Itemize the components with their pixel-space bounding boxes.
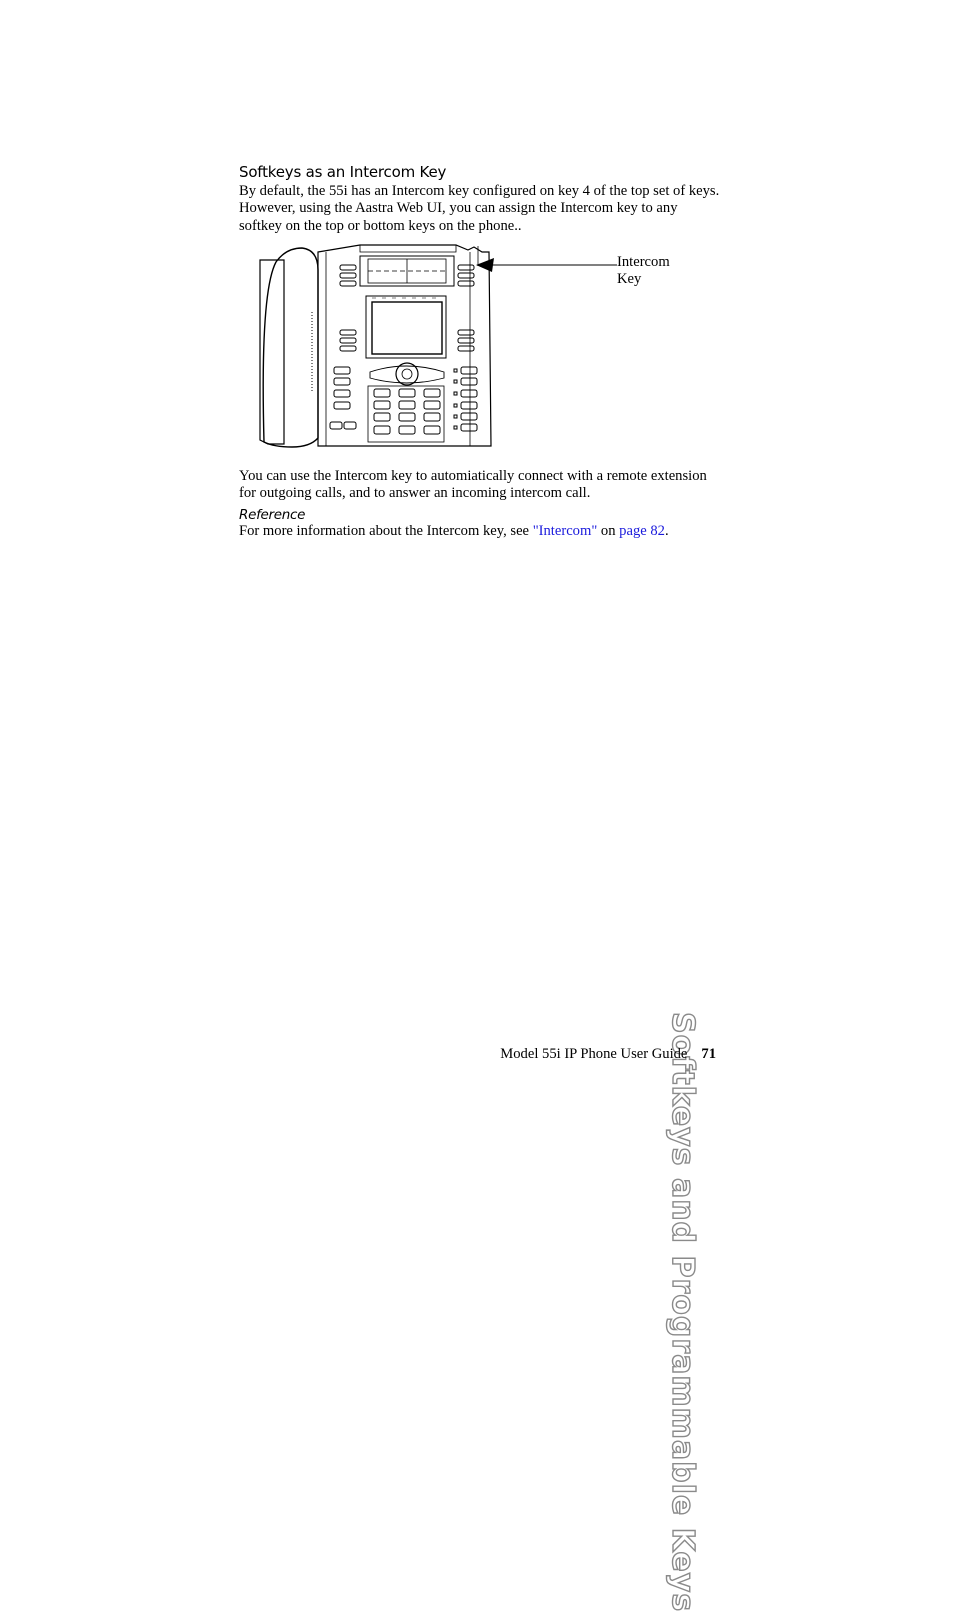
intercom-key-callout (617, 254, 670, 288)
intro-paragraph: By default, the 55i has an Intercom key configured on key 4 of the top set of keys. However, using the Aastra Web UI, you can assign the Intercom key to any softkey on the top or bottom keys on the phone.. (239, 183, 720, 234)
callout-leader-line (500, 258, 620, 272)
usage-paragraph: You can use the Intercom key to automiatically connect with a remote extension for outgoing calls, and to answer an incoming intercom call. (239, 468, 707, 502)
reference-text-before: For more information about the Intercom key, see (239, 523, 533, 539)
callout-line-2: Key (617, 271, 642, 287)
section-heading: Softkeys as an Intercom Key (239, 163, 447, 181)
page-82-link[interactable]: page 82 (619, 523, 665, 539)
page-number: 71 (701, 1046, 716, 1062)
chapter-side-tab: Softkeys and Programmable Keys (665, 1012, 700, 1612)
callout-line-1: Intercom (617, 254, 670, 270)
page-footer (500, 1046, 716, 1063)
reference-paragraph (239, 523, 724, 540)
phone-illustration (256, 242, 506, 457)
reference-text-middle: on (597, 523, 620, 539)
reference-text-after: . (664, 523, 669, 539)
reference-heading: Reference (239, 507, 306, 523)
footer-guide-title: Model 55i IP Phone User Guide (500, 1046, 688, 1062)
intercom-link[interactable]: "Intercom" (532, 523, 598, 539)
